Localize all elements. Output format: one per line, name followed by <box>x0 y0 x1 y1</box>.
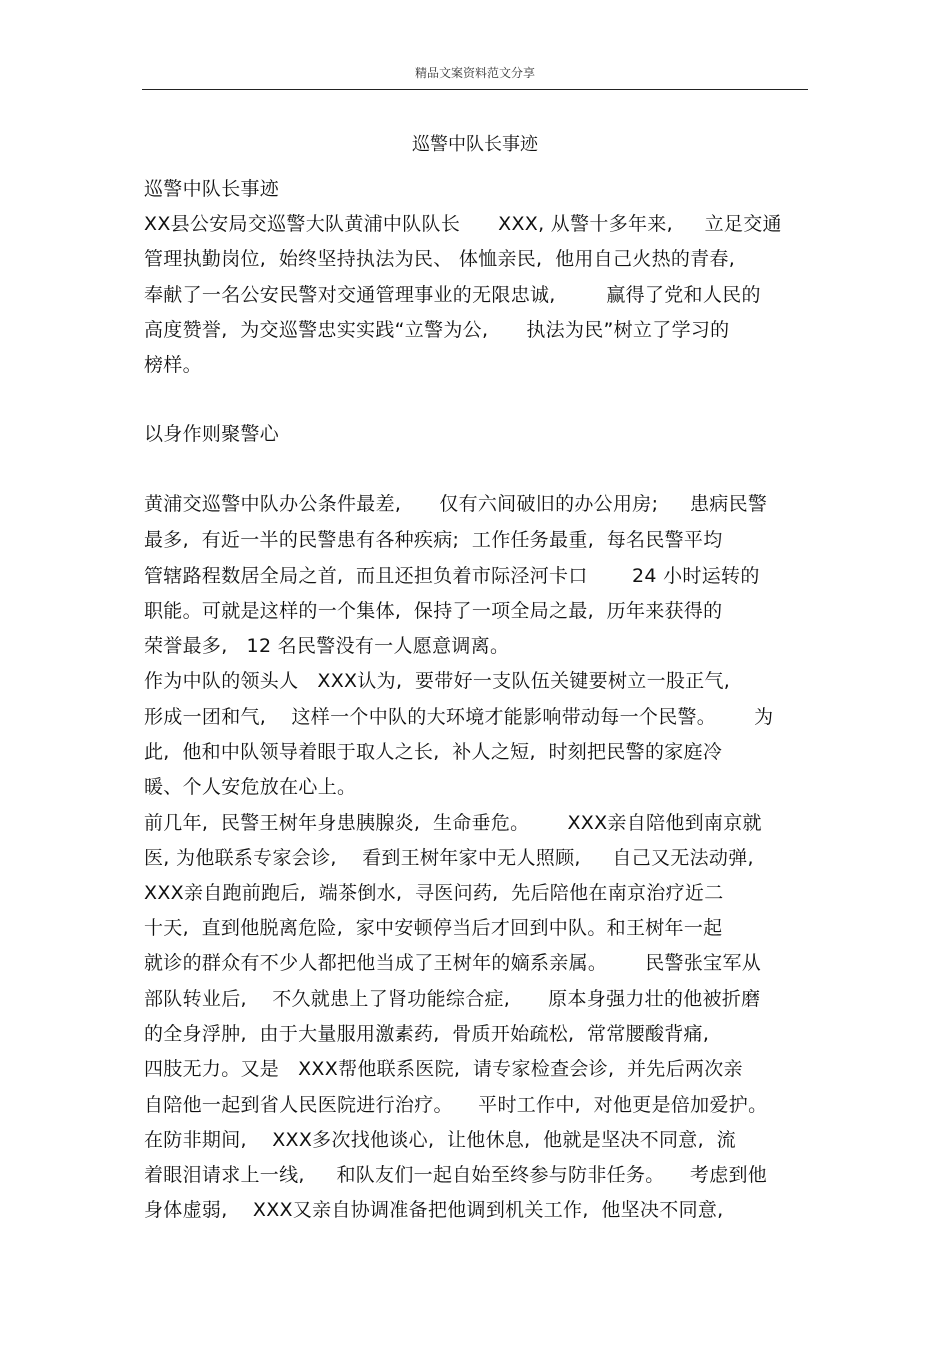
body-line: 此, 他和中队领导着眼于取人之长, 补人之短, 时刻把民警的家庭冷 <box>144 741 723 763</box>
intro-line: 奉献了一名公安民警对交通管理事业的无限忠诚, 赢得了党和人民的 <box>144 284 761 306</box>
body-line: 十天, 直到他脱离危险, 家中安顿停当后才回到中队。和王树年一起 <box>144 917 723 939</box>
page-header: 精品文案资料范文分享 <box>414 66 535 80</box>
intro-line: 榜样。 <box>144 354 202 376</box>
body-line: 管辖路程数居全局之首, 而且还担负着市际泾河卡口 24 小时运转的 <box>144 565 760 587</box>
body-line: 作为中队的领头人 XXX认为, 要带好一支队伍关键要树立一股正气, <box>144 670 731 692</box>
body-line: 部队转业后, 不久就患上了肾功能综合症, 原本身强力壮的他被折磨 <box>144 988 761 1010</box>
body-line: XXX亲自跑前跑后, 端茶倒水, 寻医问药, 先后陪他在南京治疗近二 <box>144 882 724 904</box>
intro-line: XX县公安局交巡警大队黄浦中队队长 XXX, 从警十多年来, 立足交通 <box>144 213 782 235</box>
body-line: 黄浦交巡警中队办公条件最差, 仅有六间破旧的办公用房; 患病民警 <box>144 493 768 515</box>
body-line: 就诊的群众有不少人都把他当成了王树年的嫡系亲属。 民警张宝军从 <box>144 952 762 974</box>
body-line: 形成一团和气, 这样一个中队的大环境才能影响带动每一个民警。 为 <box>144 706 774 728</box>
body-line: 在防非期间, XXX多次找他谈心, 让他休息, 他就是坚决不同意, 流 <box>144 1129 736 1151</box>
body-line: 四肢无力。又是 XXX帮他联系医院, 请专家检查会诊, 并先后两次亲 <box>144 1058 743 1080</box>
body-line: 职能。可就是这样的一个集体, 保持了一项全局之最, 历年来获得的 <box>144 600 723 622</box>
header-divider <box>142 89 808 90</box>
body-line: 医, 为他联系专家会诊, 看到王树年家中无人照顾, 自己又无法动弹, <box>144 847 754 869</box>
intro-line: 管理执勤岗位, 始终坚持执法为民、 体恤亲民, 他用自己火热的青春, <box>144 248 736 270</box>
body-line: 着眼泪请求上一线, 和队友们一起自始至终参与防非任务。 考虑到他 <box>144 1164 768 1186</box>
body-line: 的全身浮肿, 由于大量服用激素药, 骨质开始疏松, 常常腰酸背痛, <box>144 1023 710 1045</box>
body-line: 荣誉最多, 12 名民警没有一人愿意调离。 <box>144 635 510 657</box>
document-title: 巡警中队长事迹 <box>412 134 538 155</box>
subtitle: 巡警中队长事迹 <box>144 178 280 200</box>
body-line: 前几年, 民警王树年身患胰腺炎, 生命垂危。 XXX亲自陪他到南京就 <box>144 812 762 834</box>
section-heading: 以身作则聚警心 <box>144 423 280 445</box>
intro-line: 高度赞誉, 为交巡警忠实实践“立警为公, 执法为民”树立了学习的 <box>144 319 730 341</box>
body-line: 身体虚弱, XXX又亲自协调准备把他调到机关工作, 他坚决不同意, <box>144 1199 724 1221</box>
body-line: 自陪他一起到省人民医院进行治疗。 平时工作中, 对他更是倍加爱护。 <box>144 1094 768 1116</box>
body-line: 最多, 有近一半的民警患有各种疾病; 工作任务最重, 每名民警平均 <box>144 529 723 551</box>
body-line: 暖、个人安危放在心上。 <box>144 776 357 798</box>
